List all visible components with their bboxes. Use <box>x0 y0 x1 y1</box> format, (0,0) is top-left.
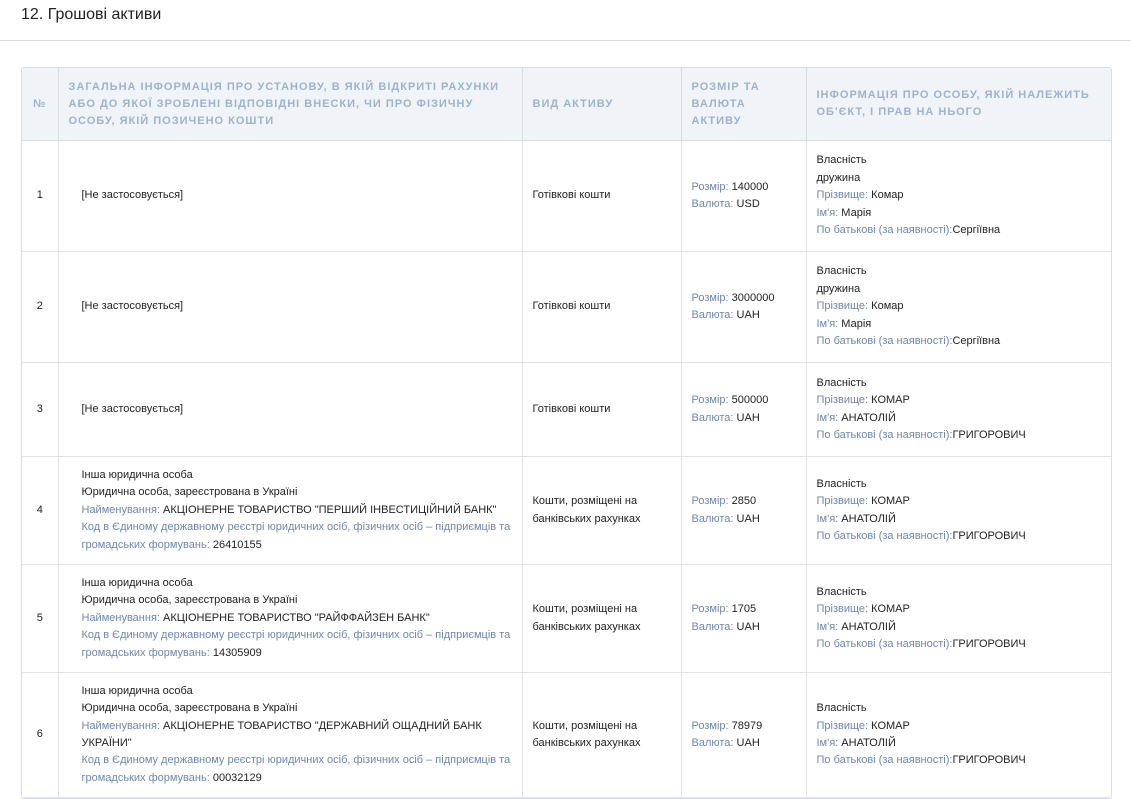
asset-size <box>681 252 806 363</box>
size-label: Розмір: <box>691 180 729 193</box>
table-row <box>22 565 1111 673</box>
surname-label: Прізвище: <box>816 719 869 732</box>
patronymic-value: ГРИГОРОВИЧ <box>952 754 1026 767</box>
org-name-label: Найменування: <box>81 719 160 732</box>
patronymic-label: По батькові (за наявності): <box>816 529 953 542</box>
ownership-type: Власність <box>816 154 867 167</box>
section-title: 12. Грошові активи <box>21 6 162 23</box>
ownership-type: Власність <box>816 477 867 490</box>
name-label: Ім'я: <box>816 317 839 330</box>
asset-type: Кошти, розміщені на банківських рахунках <box>522 457 681 565</box>
currency-label: Валюта: <box>691 512 734 525</box>
patronymic-value: Сергіївна <box>952 335 1001 348</box>
cash-assets-table <box>21 67 1112 799</box>
size-value: 2850 <box>731 495 757 508</box>
header-num: № <box>22 68 58 141</box>
row-number: 3 <box>22 363 58 457</box>
owner-info <box>806 673 1111 798</box>
not-applicable-text: [Не застосовується] <box>81 300 184 313</box>
table-row <box>22 363 1111 457</box>
patronymic-label: По батькові (за наявності): <box>816 428 953 441</box>
currency-value: UAH <box>736 512 760 525</box>
surname-label: Прізвище: <box>816 300 869 313</box>
ownership-type: Власність <box>816 702 867 715</box>
surname-label: Прізвище: <box>816 394 869 407</box>
owner-info <box>806 565 1111 673</box>
asset-type: Готівкові кошти <box>522 363 681 457</box>
row-number: 5 <box>22 565 58 673</box>
size-label: Розмір: <box>691 394 729 407</box>
patronymic-value: ГРИГОРОВИЧ <box>952 637 1026 650</box>
institution-info <box>58 457 522 565</box>
asset-type: Готівкові кошти <box>522 141 681 252</box>
name-label: Ім'я: <box>816 206 839 219</box>
owner-info <box>806 141 1111 252</box>
name-label: Ім'я: <box>816 512 839 525</box>
size-label: Розмір: <box>691 495 729 508</box>
table-header-row <box>22 68 1111 141</box>
table-row <box>22 252 1111 363</box>
edrpou-value: 14305909 <box>212 646 262 659</box>
surname-value: Комар <box>871 189 904 202</box>
institution-info <box>58 252 522 363</box>
currency-value: UAH <box>736 737 760 749</box>
name-value: АНАТОЛІЙ <box>841 620 896 633</box>
ownership-type: Власність <box>816 585 867 598</box>
entity-registration: Юридична особа, зареєстрована в Україні <box>81 702 298 715</box>
patronymic-label: По батькові (за наявності): <box>816 335 953 348</box>
size-value: 1705 <box>731 603 757 616</box>
institution-info <box>58 141 522 252</box>
size-label: Розмір: <box>691 603 729 616</box>
asset-size <box>681 565 806 673</box>
currency-value: UAH <box>736 620 760 633</box>
patronymic-label: По батькові (за наявності): <box>816 754 953 767</box>
patronymic-label: По батькові (за наявності): <box>816 224 953 237</box>
asset-size <box>681 457 806 565</box>
name-label: Ім'я: <box>816 737 839 749</box>
asset-type: Кошти, розміщені на банківських рахунках <box>522 673 681 798</box>
row-number: 2 <box>22 252 58 363</box>
size-value: 78979 <box>731 719 763 732</box>
entity-category: Інша юридична особа <box>81 468 193 481</box>
owner-info <box>806 363 1111 457</box>
section-header <box>0 0 1131 41</box>
currency-value: USD <box>736 198 760 210</box>
ownership-type: Власність <box>816 376 867 389</box>
currency-value: UAH <box>736 309 760 321</box>
ownership-type: Власність <box>816 265 867 278</box>
institution-info <box>58 363 522 457</box>
name-value: Марія <box>841 317 872 330</box>
row-number: 4 <box>22 457 58 565</box>
size-label: Розмір: <box>691 719 729 732</box>
org-name-value: АКЦІОНЕРНЕ ТОВАРИСТВО "ДЕРЖАВНИЙ ОЩАДНИЙ БАНК УКРАЇНИ" <box>81 719 482 749</box>
patronymic-value: ГРИГОРОВИЧ <box>952 529 1026 542</box>
size-label: Розмір: <box>691 291 729 304</box>
entity-registration: Юридична особа, зареєстрована в Україні <box>81 486 298 499</box>
asset-size <box>681 673 806 798</box>
surname-label: Прізвище: <box>816 495 869 508</box>
org-name-value: АКЦІОНЕРНЕ ТОВАРИСТВО "ПЕРШИЙ ІНВЕСТИЦІЙНИЙ БАНК" <box>163 503 497 516</box>
asset-type: Готівкові кошти <box>522 252 681 363</box>
surname-value: КОМАР <box>871 394 910 407</box>
owner-info <box>806 457 1111 565</box>
owner-info <box>806 252 1111 363</box>
header-asset-type: ВИД АКТИВУ <box>522 68 681 141</box>
row-number: 1 <box>22 141 58 252</box>
asset-size <box>681 363 806 457</box>
header-size: РОЗМІР ТА ВАЛЮТА АКТИВУ <box>681 68 806 141</box>
name-value: АНАТОЛІЙ <box>841 411 896 424</box>
name-value: АНАТОЛІЙ <box>841 512 896 525</box>
edrpou-label: Код в Єдиному державному реєстрі юридичних осіб, фізичних осіб – підприємців та громадських формувань: <box>81 629 511 659</box>
edrpou-label: Код в Єдиному державному реєстрі юридичних осіб, фізичних осіб – підприємців та громадських формувань: <box>81 754 511 784</box>
header-info: ЗАГАЛЬНА ІНФОРМАЦІЯ ПРО УСТАНОВУ, В ЯКІЙ ВІДКРИТІ РАХУНКИ АБО ДО ЯКОЇ ЗРОБЛЕНІ ВІДПОВІДНІ ВНЕСКИ, ЧИ ПРО ФІЗИЧНУ ОСОБУ, ЯКІЙ ПОЗИЧЕНО КОШТИ <box>58 68 522 141</box>
name-label: Ім'я: <box>816 411 839 424</box>
surname-value: КОМАР <box>871 603 910 616</box>
entity-registration: Юридична особа, зареєстрована в Україні <box>81 594 298 607</box>
header-owner: ІНФОРМАЦІЯ ПРО ОСОБУ, ЯКІЙ НАЛЕЖИТЬ ОБ'ЄКТ, І ПРАВ НА НЬОГО <box>806 68 1111 141</box>
edrpou-label: Код в Єдиному державному реєстрі юридичних осіб, фізичних осіб – підприємців та громадських формувань: <box>81 521 511 551</box>
institution-info <box>58 565 522 673</box>
surname-value: КОМАР <box>871 495 910 508</box>
row-number: 6 <box>22 673 58 798</box>
asset-size <box>681 141 806 252</box>
entity-category: Інша юридична особа <box>81 576 193 589</box>
currency-label: Валюта: <box>691 198 734 210</box>
name-value: АНАТОЛІЙ <box>841 737 896 749</box>
edrpou-value: 00032129 <box>212 771 262 784</box>
surname-label: Прізвище: <box>816 189 869 202</box>
entity-category: Інша юридична особа <box>81 684 193 697</box>
edrpou-value: 26410155 <box>212 538 262 551</box>
owner-relation: дружина <box>816 171 861 184</box>
org-name-label: Найменування: <box>81 611 160 624</box>
surname-value: КОМАР <box>871 719 910 732</box>
table-row <box>22 141 1111 252</box>
org-name-value: АКЦІОНЕРНЕ ТОВАРИСТВО "РАЙФФАЙЗЕН БАНК" <box>163 611 430 624</box>
table-row <box>22 457 1111 565</box>
table-row <box>22 673 1111 798</box>
patronymic-label: По батькові (за наявності): <box>816 637 953 650</box>
surname-value: Комар <box>871 300 904 313</box>
name-value: Марія <box>841 206 872 219</box>
size-value: 500000 <box>731 394 769 407</box>
patronymic-value: Сергіївна <box>952 224 1001 237</box>
patronymic-value: ГРИГОРОВИЧ <box>952 428 1026 441</box>
owner-relation: дружина <box>816 282 861 295</box>
currency-value: UAH <box>736 411 760 424</box>
not-applicable-text: [Не застосовується] <box>81 402 184 415</box>
size-value: 140000 <box>731 180 769 193</box>
not-applicable-text: [Не застосовується] <box>81 189 184 202</box>
currency-label: Валюта: <box>691 309 734 321</box>
currency-label: Валюта: <box>691 737 734 749</box>
size-value: 3000000 <box>731 291 775 304</box>
surname-label: Прізвище: <box>816 603 869 616</box>
org-name-label: Найменування: <box>81 503 160 516</box>
asset-type: Кошти, розміщені на банківських рахунках <box>522 565 681 673</box>
currency-label: Валюта: <box>691 411 734 424</box>
currency-label: Валюта: <box>691 620 734 633</box>
name-label: Ім'я: <box>816 620 839 633</box>
institution-info <box>58 673 522 798</box>
